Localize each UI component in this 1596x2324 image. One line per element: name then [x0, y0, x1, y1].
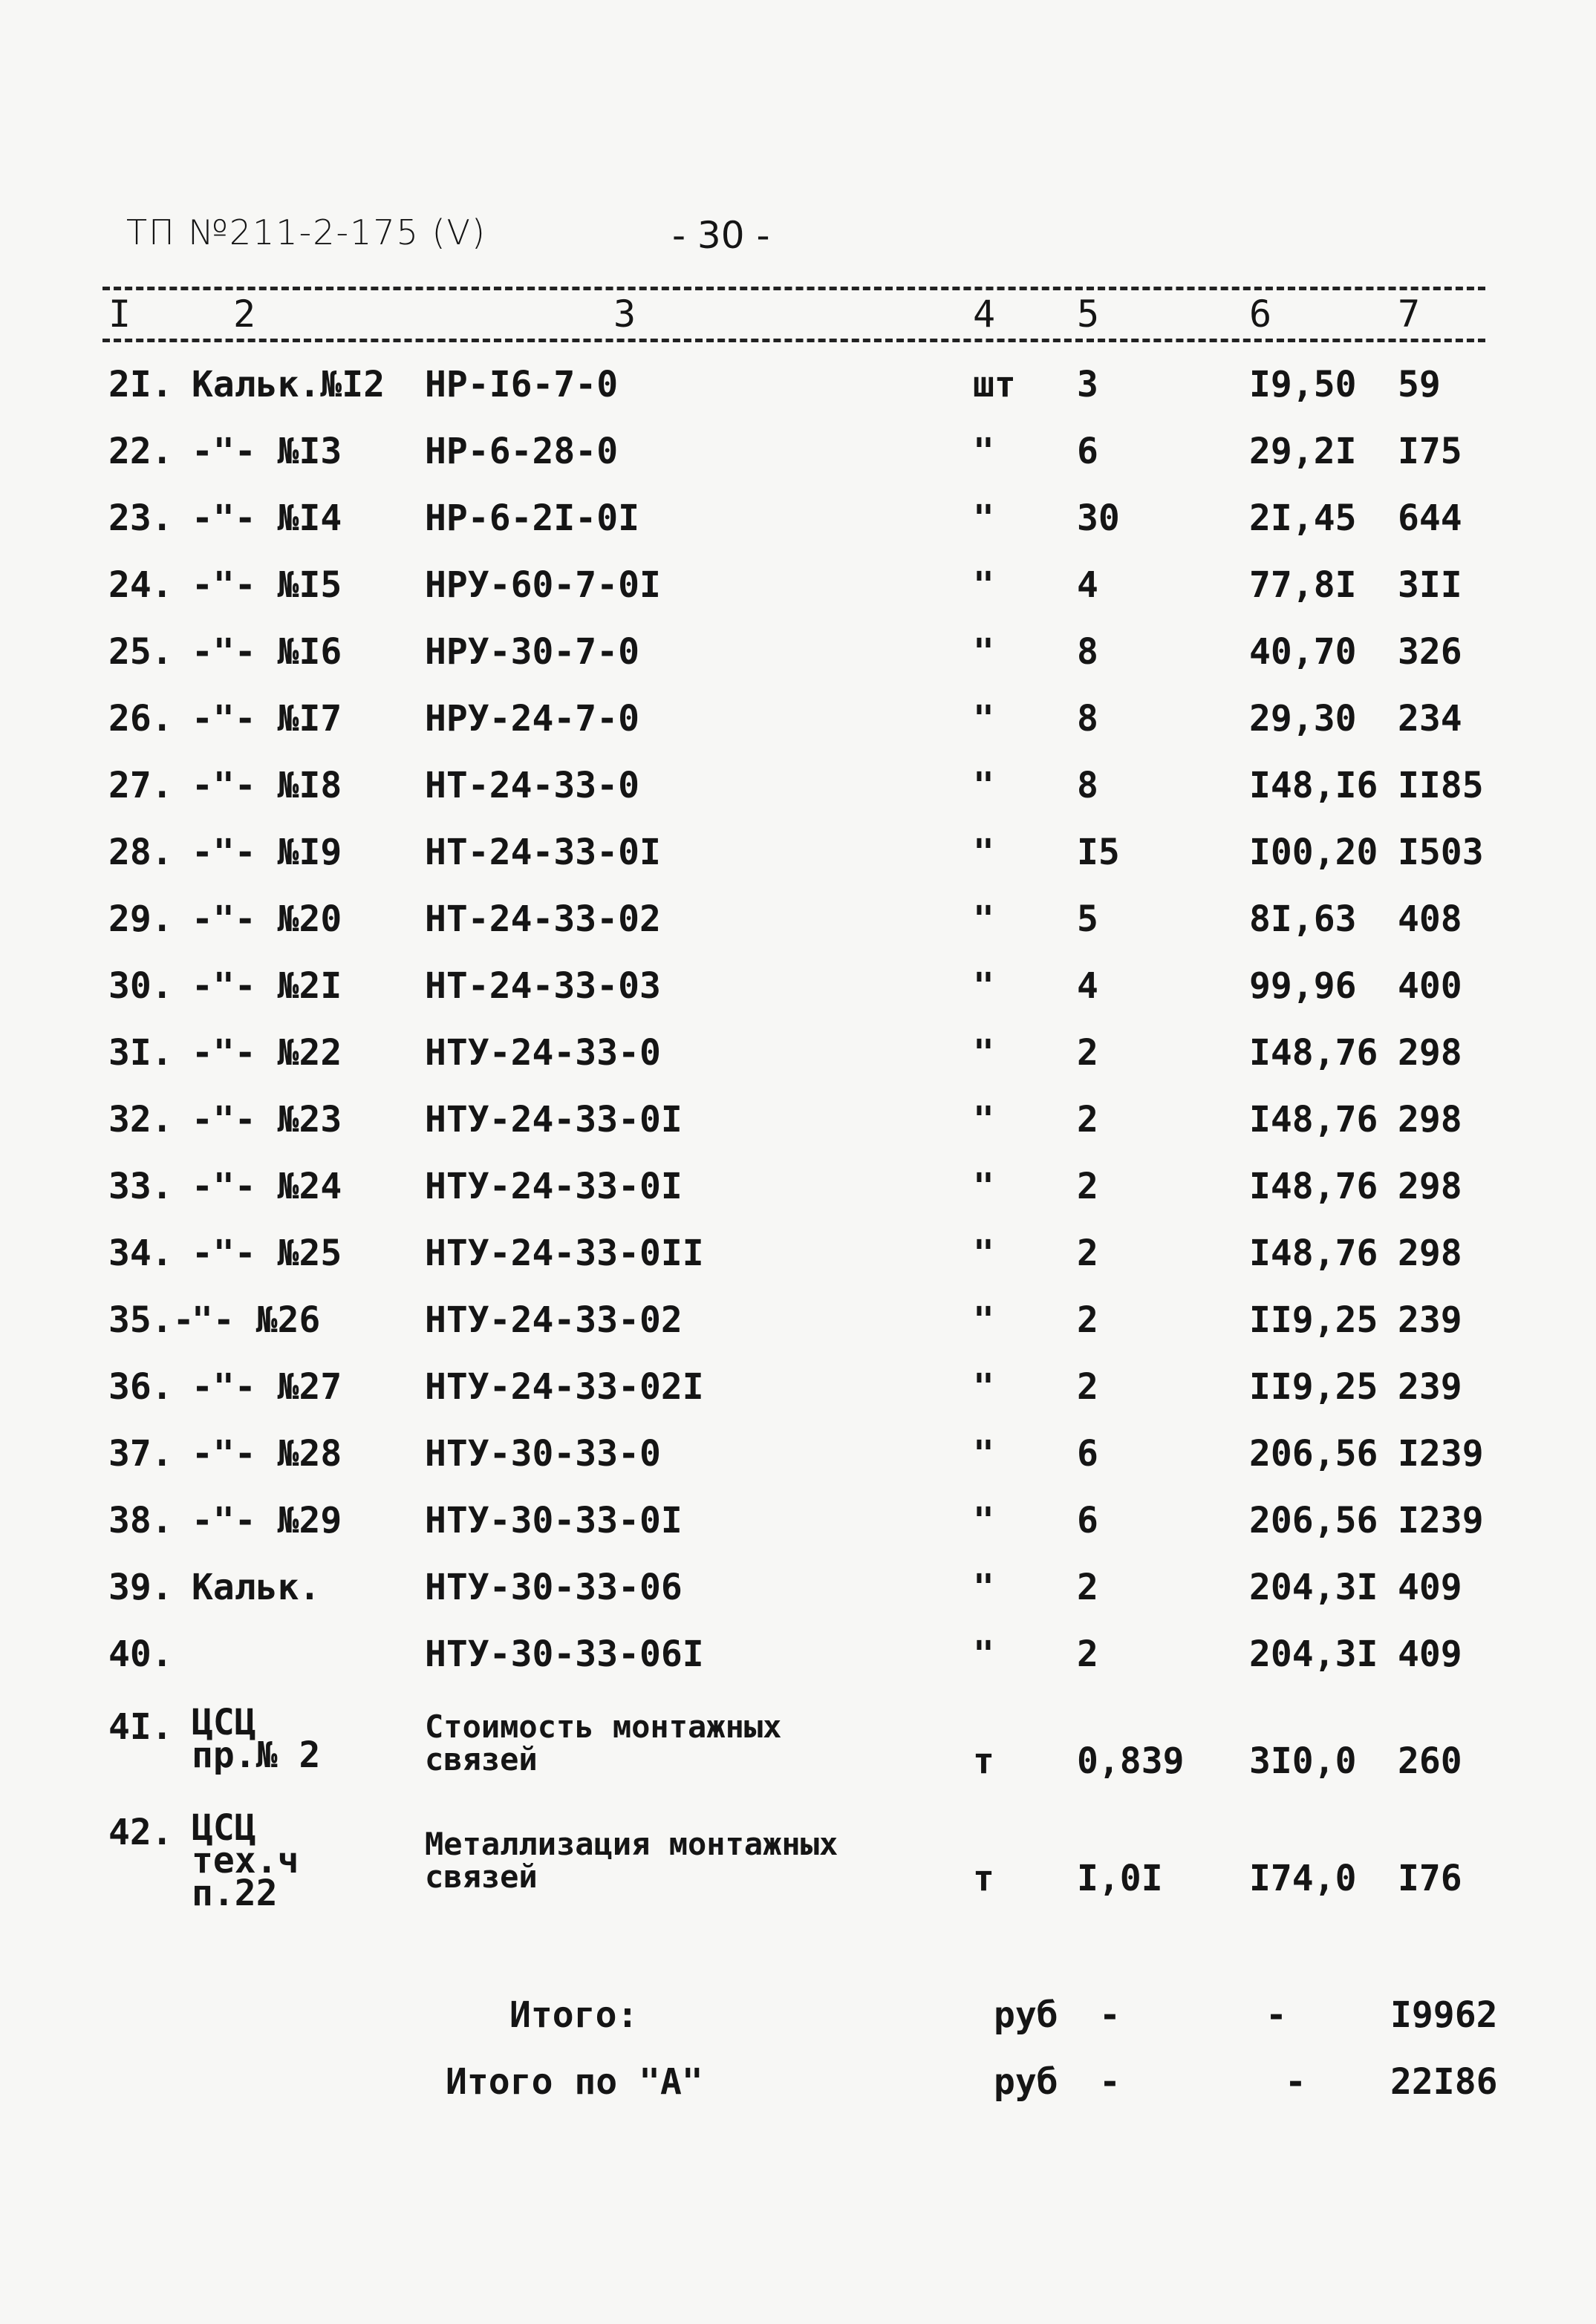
table-row: [0, 1299, 1596, 1351]
unit-price: I74,0: [1249, 1858, 1357, 1899]
item-number: 33.: [108, 1166, 173, 1207]
total-cost: 298: [1398, 1032, 1462, 1074]
price-reference: -"- №28: [192, 1433, 342, 1475]
total-cost: I239: [1398, 1433, 1484, 1475]
unit-price: I9,50: [1249, 364, 1357, 405]
item-number: 39.: [108, 1567, 173, 1608]
item-number: 34.: [108, 1233, 173, 1274]
total-cost: 298: [1398, 1233, 1462, 1274]
total-cost: 408: [1398, 898, 1462, 940]
unit-price: 204,3I: [1249, 1567, 1378, 1608]
quantity: 2: [1077, 1633, 1098, 1675]
total-cost: 298: [1398, 1166, 1462, 1207]
table-row: [0, 832, 1596, 884]
price-reference: -"- №I6: [192, 631, 342, 673]
quantity: I,0I: [1077, 1858, 1163, 1899]
quantity: 2: [1077, 1567, 1098, 1608]
price-reference: -"- №I5: [192, 564, 342, 606]
unit-price: I48,76: [1249, 1233, 1378, 1274]
table-row-multiline: [0, 1807, 1596, 1923]
item-number: 4I.: [108, 1706, 173, 1748]
unit: ": [973, 1099, 994, 1140]
item-number: 38.: [108, 1500, 173, 1541]
total-cost: 409: [1398, 1567, 1462, 1608]
table-row: [0, 698, 1596, 750]
quantity: 2: [1077, 1233, 1098, 1274]
unit: т: [973, 1858, 994, 1899]
quantity: 2: [1077, 1166, 1098, 1207]
item-name: НРУ-30-7-0: [425, 631, 639, 673]
table-row: [0, 965, 1596, 1017]
price-reference: ЦСЦ тех.ч п.22: [192, 1807, 299, 1914]
item-name: НТ-24-33-02: [425, 898, 661, 940]
column-number-5: 5: [1077, 293, 1100, 336]
quantity: 6: [1077, 1500, 1098, 1541]
price-reference: -"- №I9: [192, 832, 342, 873]
total-sum: 22I86: [1390, 2061, 1498, 2103]
total-cost: 260: [1398, 1740, 1462, 1782]
page-number: - 30 -: [672, 214, 770, 257]
item-name: НТУ-24-33-02I: [425, 1366, 704, 1408]
unit-price: 29,2I: [1249, 431, 1357, 472]
quantity: 2: [1077, 1366, 1098, 1408]
price-reference: -"- №I8: [192, 765, 342, 806]
unit-price: 40,70: [1249, 631, 1357, 673]
item-name: НТУ-24-33-0I: [425, 1099, 683, 1140]
table-row: [0, 1567, 1596, 1619]
unit-price: 99,96: [1249, 965, 1357, 1007]
item-number: 37.: [108, 1433, 173, 1475]
unit: ": [973, 832, 994, 873]
unit: т: [973, 1740, 994, 1782]
unit: ": [973, 1166, 994, 1207]
unit: ": [973, 1433, 994, 1475]
header-dashed-rule: [102, 339, 1485, 342]
unit-price: 8I,63: [1249, 898, 1357, 940]
unit-price: 206,56: [1249, 1500, 1378, 1541]
total-cost: 59: [1398, 364, 1441, 405]
total-unit: руб: [994, 1994, 1058, 2036]
unit: ": [973, 431, 994, 472]
total-cost: I503: [1398, 832, 1484, 873]
total-cost: II85: [1398, 765, 1484, 806]
total-cost: I239: [1398, 1500, 1484, 1541]
unit-price: I48,76: [1249, 1032, 1378, 1074]
total-cost: 298: [1398, 1099, 1462, 1140]
unit-price: 2I,45: [1249, 497, 1357, 539]
total-cost: I76: [1398, 1858, 1462, 1899]
total-sum: I9962: [1390, 1994, 1498, 2036]
item-name: НТ-24-33-0I: [425, 832, 661, 873]
price-reference: Кальк.№I2: [192, 364, 385, 405]
unit-price: 206,56: [1249, 1433, 1378, 1475]
item-name: НР-6-2I-0I: [425, 497, 639, 539]
table-row: [0, 1500, 1596, 1552]
unit-price: I48,76: [1249, 1099, 1378, 1140]
item-number: 36.: [108, 1366, 173, 1408]
unit-price: 29,30: [1249, 698, 1357, 740]
table-row: [0, 1366, 1596, 1418]
item-name: НТУ-24-33-0II: [425, 1233, 704, 1274]
item-name: НРУ-60-7-0I: [425, 564, 661, 606]
item-number: 29.: [108, 898, 173, 940]
total-cost: 644: [1398, 497, 1462, 539]
quantity: 6: [1077, 1433, 1098, 1475]
quantity: 3: [1077, 364, 1098, 405]
unit: ": [973, 765, 994, 806]
unit-price: I48,76: [1249, 1166, 1378, 1207]
unit: ": [973, 1633, 994, 1675]
top-dashed-rule: [102, 287, 1485, 290]
unit-price: 204,3I: [1249, 1633, 1378, 1675]
quantity: 4: [1077, 965, 1098, 1007]
unit: шт: [973, 364, 1016, 405]
column-number-2: 2: [233, 293, 256, 336]
total-label: Итого:: [509, 1994, 639, 2036]
item-name: НТУ-24-33-0I: [425, 1166, 683, 1207]
table-row: [0, 765, 1596, 817]
item-name: НР-I6-7-0: [425, 364, 619, 405]
quantity: 30: [1077, 497, 1120, 539]
table-row: [0, 497, 1596, 549]
unit: ": [973, 497, 994, 539]
table-row-multiline: [0, 1702, 1596, 1795]
total-label: Итого по "А": [446, 2061, 703, 2103]
unit-price: 3I0,0: [1249, 1740, 1357, 1782]
unit: ": [973, 564, 994, 606]
total-cost: 409: [1398, 1633, 1462, 1675]
item-number: 28.: [108, 832, 173, 873]
price-reference: -"- №2I: [192, 965, 342, 1007]
total-price: -: [1266, 1994, 1287, 2036]
price-reference: -"- №29: [192, 1500, 342, 1541]
price-reference: "- №26: [192, 1299, 321, 1341]
unit: ": [973, 1299, 994, 1341]
quantity: 8: [1077, 765, 1098, 806]
table-row: [0, 1099, 1596, 1151]
item-name: НТУ-30-33-06: [425, 1567, 683, 1608]
table-row: [0, 1166, 1596, 1218]
price-reference: -"- №I3: [192, 431, 342, 472]
table-row: [0, 1233, 1596, 1285]
table-row: [0, 631, 1596, 683]
total-cost: 239: [1398, 1366, 1462, 1408]
unit: ": [973, 965, 994, 1007]
unit: ": [973, 1032, 994, 1074]
item-number: 32.: [108, 1099, 173, 1140]
quantity: 2: [1077, 1032, 1098, 1074]
price-reference: -"- №27: [192, 1366, 342, 1408]
item-number: 42.: [108, 1812, 173, 1853]
item-number: 35.-: [108, 1299, 195, 1341]
item-number: 26.: [108, 698, 173, 740]
table-row: [0, 431, 1596, 483]
total-cost: I75: [1398, 431, 1462, 472]
price-reference: -"- №I4: [192, 497, 342, 539]
quantity: 2: [1077, 1099, 1098, 1140]
table-row: [0, 1433, 1596, 1485]
total-quantity: -: [1099, 1994, 1121, 2036]
table-row: [0, 564, 1596, 616]
quantity: 4: [1077, 564, 1098, 606]
unit: ": [973, 631, 994, 673]
unit: ": [973, 698, 994, 740]
price-reference: -"- №23: [192, 1099, 342, 1140]
item-number: 27.: [108, 765, 173, 806]
unit: ": [973, 1233, 994, 1274]
item-number: 24.: [108, 564, 173, 606]
unit-price: 77,8I: [1249, 564, 1357, 606]
total-cost: 234: [1398, 698, 1462, 740]
unit-price: I00,20: [1249, 832, 1378, 873]
item-number: 23.: [108, 497, 173, 539]
item-name: НТУ-30-33-0I: [425, 1500, 683, 1541]
column-number-6: 6: [1249, 293, 1272, 336]
quantity: 5: [1077, 898, 1098, 940]
unit: ": [973, 1567, 994, 1608]
item-name: НТ-24-33-03: [425, 965, 661, 1007]
unit: ": [973, 1500, 994, 1541]
column-number-1: I: [108, 293, 131, 336]
price-reference: -"- №25: [192, 1233, 342, 1274]
total-cost: 400: [1398, 965, 1462, 1007]
unit-price: II9,25: [1249, 1299, 1378, 1341]
price-reference: ЦСЦ пр.№ 2: [192, 1702, 321, 1776]
table-row: [0, 1633, 1596, 1685]
unit-price: II9,25: [1249, 1366, 1378, 1408]
item-name: НТУ-30-33-06I: [425, 1633, 704, 1675]
document-reference: ТП №211-2-175 (V): [126, 212, 486, 252]
total-quantity: -: [1099, 2061, 1121, 2103]
column-number-7: 7: [1398, 293, 1421, 336]
price-reference: Кальк.: [192, 1567, 321, 1608]
column-number-4: 4: [973, 293, 996, 336]
total-cost: 3II: [1398, 564, 1462, 606]
price-reference: -"- №20: [192, 898, 342, 940]
quantity: 0,839: [1077, 1740, 1185, 1782]
table-row: [0, 364, 1596, 416]
item-name: Металлизация монтажных связей: [425, 1826, 838, 1895]
quantity: 8: [1077, 631, 1098, 673]
table-row: [0, 1032, 1596, 1084]
price-reference: -"- №I7: [192, 698, 342, 740]
item-name: НРУ-24-7-0: [425, 698, 639, 740]
total-cost: 326: [1398, 631, 1462, 673]
quantity: 2: [1077, 1299, 1098, 1341]
item-name: Стоимость монтажных связей: [425, 1708, 782, 1778]
column-number-3: 3: [613, 293, 636, 336]
item-number: 2I.: [108, 364, 173, 405]
unit: ": [973, 898, 994, 940]
item-number: 22.: [108, 431, 173, 472]
item-name: НР-6-28-0: [425, 431, 619, 472]
item-name: НТ-24-33-0: [425, 765, 639, 806]
price-reference: -"- №24: [192, 1166, 342, 1207]
quantity: 6: [1077, 431, 1098, 472]
quantity: 8: [1077, 698, 1098, 740]
total-cost: 239: [1398, 1299, 1462, 1341]
item-number: 3I.: [108, 1032, 173, 1074]
total-unit: руб: [994, 2061, 1058, 2103]
item-number: 40.: [108, 1633, 173, 1675]
price-reference: -"- №22: [192, 1032, 342, 1074]
item-name: НТУ-30-33-0: [425, 1433, 661, 1475]
total-price: -: [1285, 2061, 1306, 2103]
item-number: 25.: [108, 631, 173, 673]
item-name: НТУ-24-33-02: [425, 1299, 683, 1341]
unit-price: I48,I6: [1249, 765, 1378, 806]
item-name: НТУ-24-33-0: [425, 1032, 661, 1074]
quantity: I5: [1077, 832, 1120, 873]
unit: ": [973, 1366, 994, 1408]
table-row: [0, 898, 1596, 950]
item-number: 30.: [108, 965, 173, 1007]
